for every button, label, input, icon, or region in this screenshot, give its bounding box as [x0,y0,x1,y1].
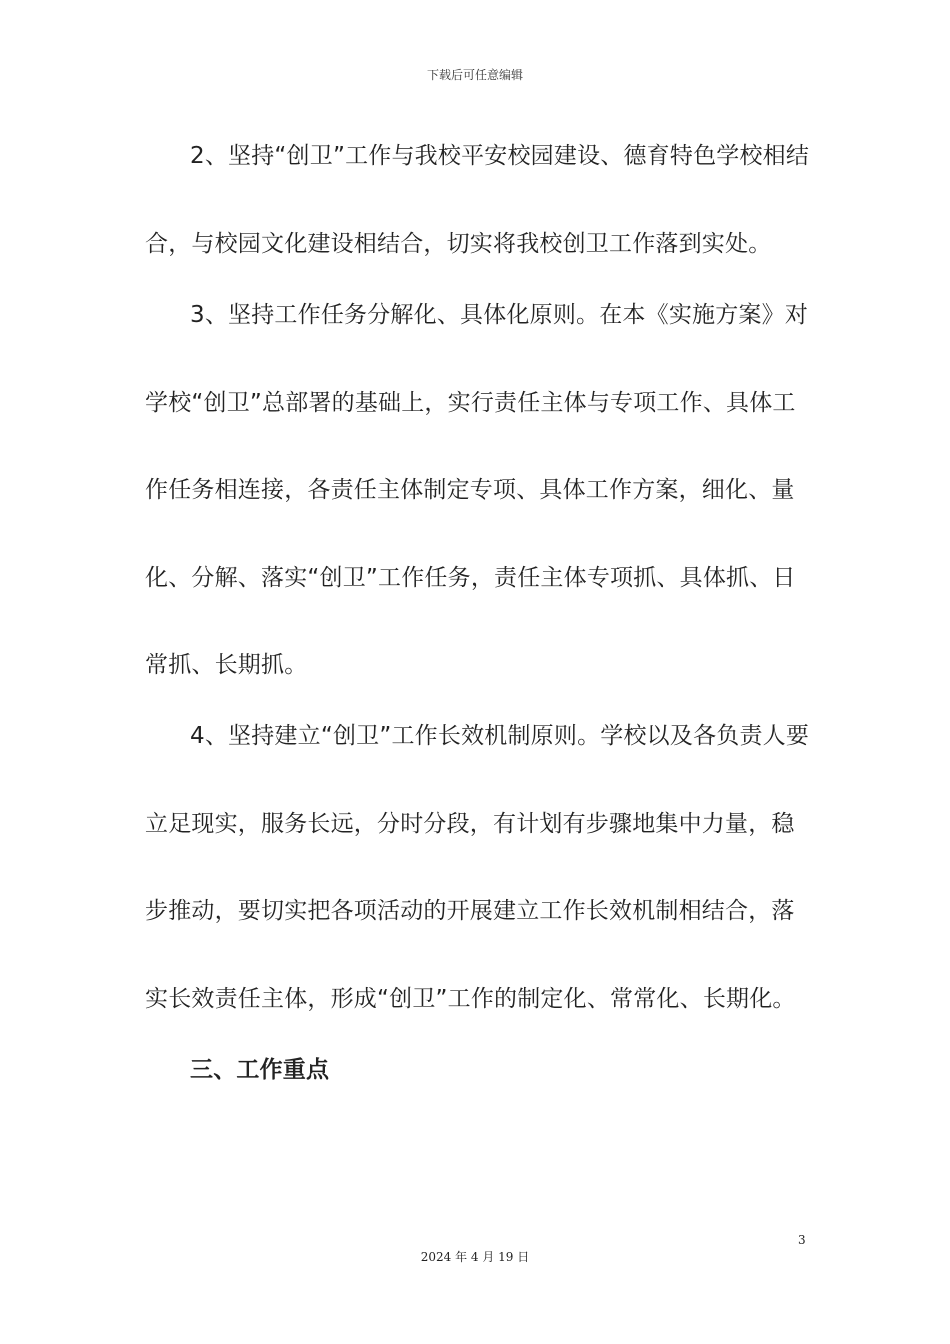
paragraph-line: 3、坚持工作任务分解化、具体化原则。在本《实施方案》对 [190,302,809,328]
paragraph-line: 立足现实，服务长远，分时分段，有计划有步骤地集中力量，稳 [145,811,795,837]
paragraph-line: 常抓、长期抓。 [145,652,308,678]
paragraph-line: 学校“创卫”总部署的基础上，实行责任主体与专项工作、具体工 [145,390,796,416]
paragraph-line: 实长效责任主体，形成“创卫”工作的制定化、常常化、长期化。 [145,986,796,1012]
paragraph-line: 合，与校园文化建设相结合，切实将我校创卫工作落到实处。 [145,231,772,257]
section-heading: 三、工作重点 [190,1057,330,1083]
paragraph-line: 4、坚持建立“创卫”工作长效机制原则。学校以及各负责人要 [190,723,810,749]
paragraph-line: 化、分解、落实“创卫”工作任务，责任主体专项抓、具体抓、日 [145,565,796,591]
paragraph-line: 2、坚持“创卫”工作与我校平安校园建设、德育特色学校相结 [190,143,810,169]
paragraph-line: 步推动，要切实把各项活动的开展建立工作长效机制相结合，落 [145,898,795,924]
paragraph-line: 作任务相连接，各责任主体制定专项、具体工作方案，细化、量 [145,477,795,503]
page-header: 下载后可任意编辑 [426,68,523,82]
footer-date: 2024 年 4 月 19 日 [420,1250,530,1264]
page-number: 3 [798,1233,806,1247]
